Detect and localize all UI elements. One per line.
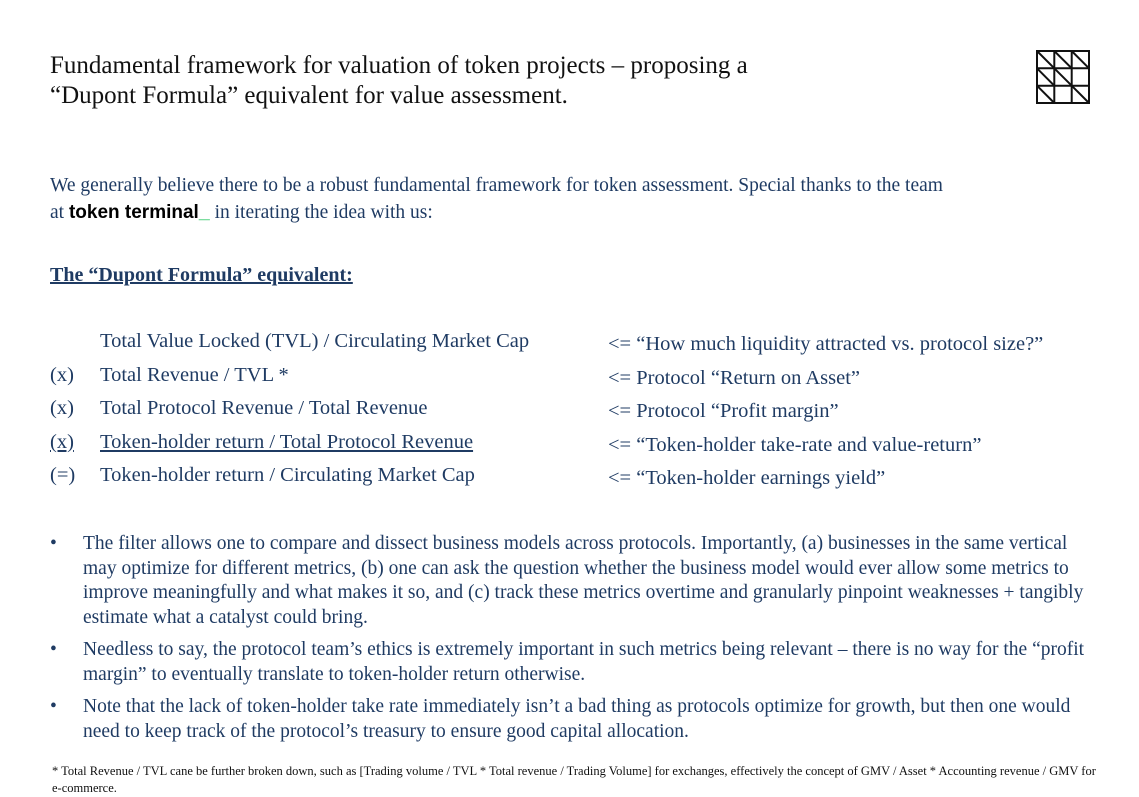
- intro-line-1: We generally believe there to be a robust fundamental framework for token assessment. Special thanks to the team: [50, 175, 943, 196]
- formula-row: [50, 330, 1110, 364]
- bullet-text: The filter allows one to compare and dissect business models across protocols. Importantly, (a) businesses in the same vertical may optimize for different metrics, (b) one can ask the question whether the business model would ever allow some metrics to improve meaningfully and what makes it so, and (c) track these metrics overtime and granularly pinpoint weaknesses + tangibly estimate what a catalyst could bring.: [83, 533, 1084, 628]
- bullet-text: Needless to say, the protocol team’s ethics is extremely important in such metrics being relevant – there is no way for the “profit margin” to eventually translate to token-holder return otherwise.: [83, 639, 1085, 685]
- intro-line-2-suffix: in iterating the idea with us:: [209, 202, 433, 223]
- formula-comment: <= “How much liquidity attracted vs. protocol size?”: [608, 333, 1044, 355]
- intro-line-2-prefix: at: [50, 202, 69, 223]
- bullet-icon: •: [50, 696, 57, 717]
- formula-operator: (=): [50, 464, 76, 486]
- formula-term: Total Value Locked (TVL) / Circulating Market Cap: [100, 330, 530, 352]
- bullet-text: Note that the lack of token-holder take rate immediately isn’t a bad thing as protocols optimize for growth, but then one would need to keep track of the protocol’s treasury to ensure good capital allocation.: [83, 696, 1071, 742]
- token-terminal-brand-underscore: _: [198, 201, 210, 223]
- intro-line-2: [50, 199, 1100, 226]
- formula-comment: <= Protocol “Return on Asset”: [608, 366, 861, 389]
- formula-term: Token-holder return / Circulating Market Cap: [100, 464, 475, 486]
- bullet-item: [50, 695, 1095, 744]
- bullet-icon: •: [50, 533, 57, 554]
- page-title-line-1: Fundamental framework for valuation of token projects – proposing a: [50, 52, 748, 79]
- formula-row: [50, 364, 1110, 398]
- intro-paragraph: [50, 173, 1100, 226]
- section-heading: The “Dupont Formula” equivalent:: [50, 264, 353, 286]
- bullet-item: [50, 638, 1095, 687]
- formula-operator: (x): [50, 430, 74, 453]
- formula-operator: (x): [50, 397, 74, 419]
- page-title: [50, 51, 950, 111]
- footnote: * Total Revenue / TVL cane be further broken down, such as [Trading volume / TVL * Total revenue / Trading Volume] for exchanges, effectively the concept of GMV / Asset * Accounting revenue / GMV for e-commerce.: [52, 764, 1096, 795]
- formula-row: [50, 397, 1110, 431]
- formula-row: [50, 464, 1110, 498]
- bullet-list: [50, 532, 1095, 752]
- dupont-formula-table: [50, 330, 1110, 498]
- formula-operator: (x): [50, 363, 74, 386]
- formula-term: Token-holder return / Total Protocol Revenue: [100, 430, 474, 453]
- formula-term: Total Protocol Revenue / Total Revenue: [100, 397, 428, 419]
- formula-comment: <= Protocol “Profit margin”: [608, 400, 839, 422]
- formula-comment: <= “Token-holder earnings yield”: [608, 467, 886, 489]
- token-terminal-brand: token terminal: [68, 202, 199, 223]
- formula-comment: <= “Token-holder take-rate and value-return”: [608, 433, 982, 456]
- page-title-line-2: “Dupont Formula” equivalent for value assessment.: [50, 82, 568, 109]
- formula-term: Total Revenue / TVL *: [100, 363, 289, 386]
- formula-row: [50, 431, 1110, 465]
- bullet-icon: •: [50, 639, 57, 660]
- grid-triangle-logo-icon: [1036, 50, 1090, 104]
- bullet-item: [50, 532, 1095, 630]
